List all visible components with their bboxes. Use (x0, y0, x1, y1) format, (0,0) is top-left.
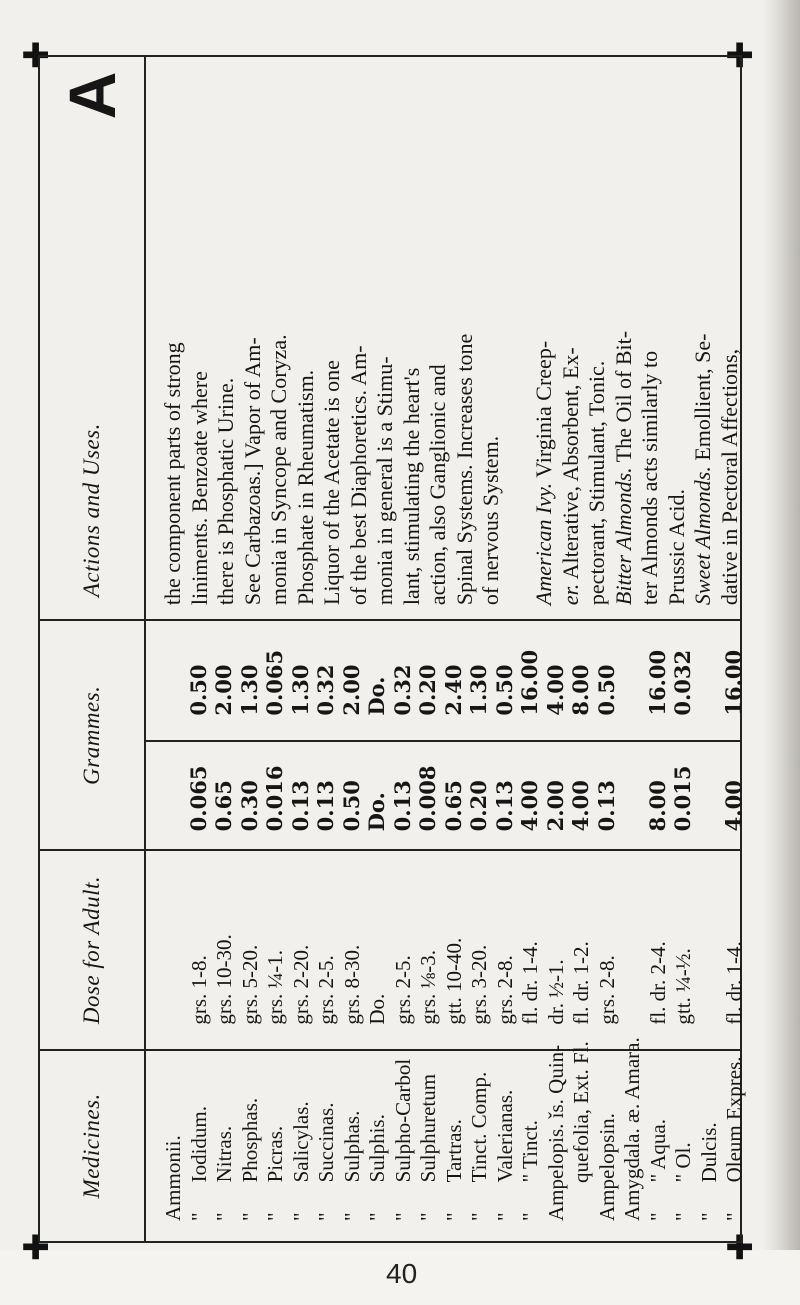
medicine-name (443, 1051, 465, 1241)
action-text-line-text: monia in Syncope and Coryza. (266, 334, 291, 606)
medicine-name (264, 1051, 286, 1241)
corner-cross-icon: ✚ (721, 1232, 761, 1261)
medicine-subname: Tartras. (441, 1119, 466, 1183)
action-text-line (319, 57, 344, 619)
medicine-name-text: " (314, 1212, 338, 1221)
grammes-min-value (468, 742, 490, 850)
medicine-name (543, 1044, 568, 1241)
medicine-subname: Oleum Expres. (722, 1056, 746, 1183)
dose-value (341, 851, 363, 1048)
medicine-name (468, 1051, 490, 1241)
grammes-max-value-text: 2.40 (440, 664, 466, 716)
medicine-name-text: Amygdala. æ. Amara. (620, 1037, 644, 1221)
medicine-subname: Sulphis. (365, 1114, 389, 1183)
grammes-max-value (672, 621, 694, 740)
corner-cross-icon: ✚ (721, 40, 761, 69)
action-text-line-text: ter Almonds acts similarly to (637, 350, 662, 606)
page-number: 40 (386, 1258, 418, 1289)
grammes-max-value (570, 621, 592, 740)
header-actions-label: Actions and Uses. (79, 423, 104, 598)
action-rest: Emollient, Se- (690, 333, 715, 467)
grammes-min-value-text: 0.30 (236, 780, 262, 832)
grammes-max-value-text: 2.00 (338, 664, 364, 716)
grammes-max-value (213, 621, 235, 740)
grammes-min-value (672, 742, 694, 850)
grammes-min-value-text: 0.015 (670, 765, 695, 832)
action-text-line (399, 57, 424, 619)
action-text-line-text: liniments. Benzoate where (186, 371, 212, 606)
medicine-subname: Sulphas. (339, 1110, 364, 1183)
action-italic-lead: er. (557, 583, 583, 606)
medicine-name (569, 1041, 593, 1241)
action-text-line-text: action, also Ganglionic and (425, 364, 450, 606)
medicine-name-text: " (722, 1212, 746, 1221)
medicine-subname: Dulcis. (696, 1122, 721, 1183)
action-rest: Virginia Creep- (531, 340, 556, 483)
grammes-max-value (389, 621, 415, 740)
dose-value-text: grs. ⅛-3. (416, 949, 440, 1025)
action-rest: The Oil of Bit- (610, 330, 636, 468)
grammes-min-value-text: 4.00 (568, 780, 593, 832)
grammes-min-value (185, 742, 211, 850)
medicine-subname: " Ol. (671, 1142, 695, 1183)
corner-cross-icon: ✚ (17, 1232, 57, 1261)
dose-value (468, 851, 490, 1048)
medicine-name-text: " (467, 1212, 491, 1221)
dose-value (417, 851, 439, 1048)
header-grammes: Grammes. (40, 619, 144, 849)
medicine-name-text: " (186, 1212, 211, 1221)
grammes-max-value (338, 621, 364, 740)
grammes-max-value-text: Do. (364, 676, 389, 716)
medicine-name-text: " (339, 1212, 364, 1221)
dose-value-text: grs. 2-20. (288, 944, 313, 1025)
grammes-min-value-text: 0.008 (415, 765, 440, 832)
dose-value-text: grs. 8-30. (339, 944, 364, 1025)
grammes-min-value-text: 0.20 (466, 780, 491, 832)
action-text-line-text: dative in Pectoral Affections, (716, 348, 742, 606)
dose-value (596, 851, 618, 1048)
dose-value (315, 851, 337, 1048)
medicine-subname: Tinct. Comp. (467, 1071, 491, 1183)
dose-value (392, 851, 414, 1048)
medicine-name (290, 1051, 312, 1241)
medicine-name (341, 1051, 363, 1241)
grammes-min-value (287, 742, 313, 850)
grammes-max-value-text: 0.50 (593, 664, 619, 716)
medicine-name (647, 1051, 669, 1241)
medicine-name (213, 1051, 235, 1241)
grammes-min-value (236, 742, 262, 850)
grammes-max-value (491, 621, 517, 740)
action-text-line-text: of the best Diaphoretics. Am- (345, 345, 371, 606)
grammes-min-column (144, 740, 746, 850)
dose-value (264, 851, 286, 1048)
grammes-max-value (723, 621, 745, 740)
dose-value-text: grs. 1-8. (186, 955, 211, 1025)
action-text-line (346, 57, 371, 619)
medicine-name-text: " (263, 1212, 287, 1221)
action-text-line (611, 57, 636, 619)
medicine-name-text: " (237, 1212, 262, 1221)
grammes-min-value-text: 0.13 (313, 780, 338, 832)
action-text-line (478, 57, 503, 619)
medicine-name (162, 1051, 184, 1241)
action-text-line-text: Spinal Systems. Increases tone (451, 333, 477, 606)
grammes-min-value (389, 742, 415, 850)
medicine-name-text: " (212, 1212, 236, 1221)
grammes-max-value-text: 0.32 (313, 664, 338, 716)
grammes-min-value-text: 0.016 (262, 765, 287, 832)
medicine-name-text: " (518, 1212, 542, 1221)
action-text-line-text: See Carbazoas.] Vapor of Am- (239, 337, 265, 606)
medicine-name-text: " (365, 1212, 389, 1221)
grammes-max-value-text: 8.00 (568, 664, 593, 716)
medicine-name-text: " (441, 1212, 466, 1221)
action-text-line (664, 57, 689, 619)
medicine-subname: Valerianas. (492, 1089, 517, 1183)
medicine-name (672, 1051, 694, 1241)
action-text-line (160, 57, 185, 619)
grammes-max-value (315, 621, 337, 740)
action-text-line (452, 57, 477, 619)
dose-value (723, 851, 745, 1048)
medicine-name (239, 1051, 261, 1241)
medicine-subname: Nitras. (212, 1125, 236, 1183)
grammes-min-value (542, 742, 568, 850)
action-italic-lead: Bitter Almonds. (610, 467, 636, 606)
grammes-max-value (417, 621, 439, 740)
medicine-subname: Picras. (263, 1125, 287, 1183)
grammes-max-value (644, 621, 670, 740)
dose-value (239, 851, 261, 1048)
table-body (144, 57, 746, 1241)
medicine-name-text: " (696, 1212, 721, 1221)
header-dose: Dose for Adult. (40, 849, 144, 1048)
grammes-max-value-text: 16.00 (644, 649, 670, 716)
action-text-line (187, 57, 212, 619)
medicine-name-text: " (671, 1212, 695, 1221)
dose-value-text: grs. 5-20. (237, 944, 262, 1025)
grammes-min-value-text: 0.65 (211, 780, 236, 832)
grammes-max-value-text: 2.00 (211, 664, 236, 716)
grammes-min-value (644, 742, 670, 850)
medicine-subname: " Tinct. (518, 1120, 542, 1183)
corner-cross-icon: ✚ (17, 40, 57, 69)
grammes-min-value (440, 742, 466, 850)
grammes-max-value (366, 621, 388, 740)
grammes-min-value (338, 742, 364, 850)
action-text-line (558, 57, 583, 619)
action-text-line (584, 57, 609, 619)
action-text-line-text: Liquor of the Acetate is one (319, 360, 344, 606)
medicine-name-text: Ampelopsin. (594, 1113, 619, 1221)
medicine-subname: Phosphas. (237, 1097, 262, 1183)
grammes-min-value (417, 742, 439, 850)
grammes-min-value-text: 0.065 (185, 765, 211, 832)
grammes-max-column (144, 619, 746, 740)
grammes-min-value-text: 0.13 (287, 780, 313, 832)
action-text-line (690, 57, 715, 619)
grammes-min-value (366, 742, 388, 850)
action-text-line-text: pectorant, Stimulant, Tonic. (584, 360, 609, 606)
dose-value-text: fl. dr. 2-4. (645, 941, 670, 1025)
dose-value-text: fl. dr. 1-2. (569, 941, 593, 1025)
grammes-max-value-text: 0.50 (491, 664, 517, 716)
action-text-line (531, 57, 556, 619)
action-text-line-text (531, 341, 556, 605)
grammes-max-value (440, 621, 466, 740)
grammes-min-value-text: 8.00 (644, 780, 670, 832)
medicine-name-text: " (645, 1212, 670, 1221)
grammes-min-value-text: 0.13 (491, 780, 517, 832)
action-italic-lead: American Ivy. (531, 482, 556, 606)
grammes-max-value-text: 1.30 (287, 664, 313, 716)
dose-value-text: gtt. ¼-½. (671, 948, 695, 1025)
medicine-name (494, 1051, 516, 1241)
medicine-name-text: " (416, 1212, 440, 1221)
grammes-max-value (542, 621, 568, 740)
medicines-column (144, 1037, 746, 1241)
dose-value-text: grs. 10-30. (212, 934, 236, 1025)
grammes-min-value-text: 0.65 (440, 780, 466, 832)
grammes-max-value-text: 16.00 (517, 649, 542, 716)
dose-value (672, 851, 694, 1048)
grammes-max-value (185, 621, 211, 740)
grammes-max-value-text: 0.32 (389, 664, 415, 716)
medicine-subname: Salicylas. (288, 1101, 313, 1183)
medicine-name-text: Ammonii. (161, 1135, 185, 1221)
dose-value (647, 851, 669, 1048)
action-text-line-text: Prussic Acid. (663, 488, 689, 606)
grammes-min-value (570, 742, 592, 850)
action-text-line (240, 57, 265, 619)
medicine-table (38, 55, 746, 1243)
medicine-name (620, 1037, 644, 1241)
grammes-max-value-text: 16.00 (721, 649, 746, 716)
action-text-line (637, 57, 662, 619)
action-rest: Alterative, Absorbent, Ex- (557, 347, 583, 584)
action-text-line-text: there is Phosphatic Urine. (213, 377, 238, 606)
grammes-min-value-text: 0.13 (389, 780, 415, 832)
grammes-min-value-text: 4.00 (721, 780, 746, 832)
action-text-line-text: lant, stimulating the heart's (398, 367, 424, 606)
grammes-max-value-text: 1.30 (236, 664, 262, 716)
action-text-line-text (611, 331, 636, 605)
dose-value (545, 851, 567, 1048)
dose-value (366, 851, 388, 1048)
grammes-min-value-text: 4.00 (517, 780, 542, 832)
table-header (40, 57, 146, 1241)
action-text-line-text: Phosphate in Rheumatism. (292, 369, 318, 606)
dose-value-text: dr. ½-1. (543, 959, 568, 1025)
dose-value-text: grs. 2-8. (594, 955, 619, 1025)
dose-value (213, 851, 235, 1048)
dose-value-text: fl. dr. 1-4. (722, 941, 746, 1025)
grammes-min-value-text: 2.00 (542, 780, 568, 832)
medicine-name (392, 1051, 414, 1241)
dose-value-text: grs. 2-8. (492, 955, 517, 1025)
dose-value-text: grs. 2-5. (314, 955, 338, 1025)
medicine-subname: " Aqua. (645, 1119, 670, 1183)
grammes-max-value (593, 621, 619, 740)
grammes-min-value (315, 742, 337, 850)
action-text-line (266, 57, 291, 619)
action-italic-lead: Sweet Almonds. (690, 466, 715, 606)
dose-value-text: grs. ¼-1. (263, 949, 287, 1025)
grammes-min-value (519, 742, 541, 850)
action-text-line (372, 57, 397, 619)
action-text-line (213, 57, 238, 619)
medicine-name (596, 1051, 618, 1241)
grammes-max-value-text: 0.065 (262, 649, 287, 716)
grammes-min-value (213, 742, 235, 850)
dose-value-text: grs. 3-20. (467, 944, 491, 1025)
medicine-subname: Succinas. (314, 1102, 338, 1183)
grammes-max-value-text: 4.00 (542, 664, 568, 716)
grammes-max-value-text: 0.20 (415, 664, 440, 716)
medicine-subname: Sulphuretum (416, 1073, 440, 1183)
grammes-max-value (519, 621, 541, 740)
action-text-line-text: the component parts of strong (160, 342, 185, 606)
grammes-max-value (264, 621, 286, 740)
header-actions (40, 57, 144, 619)
action-text-line-text: of nervous System. (478, 435, 503, 606)
grammes-min-value (491, 742, 517, 850)
dose-value-text: grs. 2-5. (390, 955, 415, 1025)
medicine-name-text: Ampelopis. ǐs. Quin- (543, 1044, 568, 1221)
dose-value (188, 851, 210, 1048)
action-text-line (293, 57, 318, 619)
medicine-name (723, 1051, 745, 1241)
medicine-name-text: " (390, 1212, 415, 1221)
grammes-min-value-text: 0.13 (593, 780, 619, 832)
grammes-max-value-text: 0.032 (670, 649, 695, 716)
medicine-name-text: " (492, 1212, 517, 1221)
grammes-min-value-text: 0.50 (338, 780, 364, 832)
action-text-line-text (690, 334, 715, 606)
grammes-min-value (593, 742, 619, 850)
dose-value-text: Do. (365, 993, 389, 1025)
dose-value (443, 851, 465, 1048)
grammes-min-value (264, 742, 286, 850)
dose-value (494, 851, 516, 1048)
medicine-subname: Sulpho-Carbol (390, 1058, 415, 1183)
dose-value-text: gtt. 10-40. (441, 937, 466, 1025)
grammes-min-value-text: Do. (364, 792, 389, 832)
dose-column (144, 849, 746, 1048)
dose-value (519, 851, 541, 1048)
grammes-max-value-text: 0.50 (185, 664, 211, 716)
dose-value-text: fl. dr. 1-4. (518, 941, 542, 1025)
medicine-subname: Iodidum. (186, 1106, 211, 1183)
dose-value (290, 851, 312, 1048)
medicine-name (698, 1051, 720, 1241)
medicine-subname: quefolia, Ext. Fl. (569, 1041, 593, 1183)
dose-value (570, 851, 592, 1048)
medicine-name (519, 1051, 541, 1241)
medicine-name-text: " (288, 1212, 313, 1221)
medicine-name (315, 1051, 337, 1241)
grammes-max-value (287, 621, 313, 740)
action-text-line (425, 57, 450, 619)
medicine-name (366, 1051, 388, 1241)
grammes-max-value-text: 1.30 (466, 664, 491, 716)
action-text-line-text: monia in general is a Stimu- (372, 356, 397, 606)
action-text-line (717, 57, 742, 619)
header-medicines: Medicines. (40, 1049, 144, 1241)
grammes-min-value (723, 742, 745, 850)
medicine-name (188, 1051, 210, 1241)
action-text-line-text (558, 347, 583, 605)
section-letter: A (55, 71, 129, 120)
medicine-name (417, 1051, 439, 1241)
grammes-max-value (236, 621, 262, 740)
grammes-max-value (468, 621, 490, 740)
actions-column (144, 57, 740, 619)
